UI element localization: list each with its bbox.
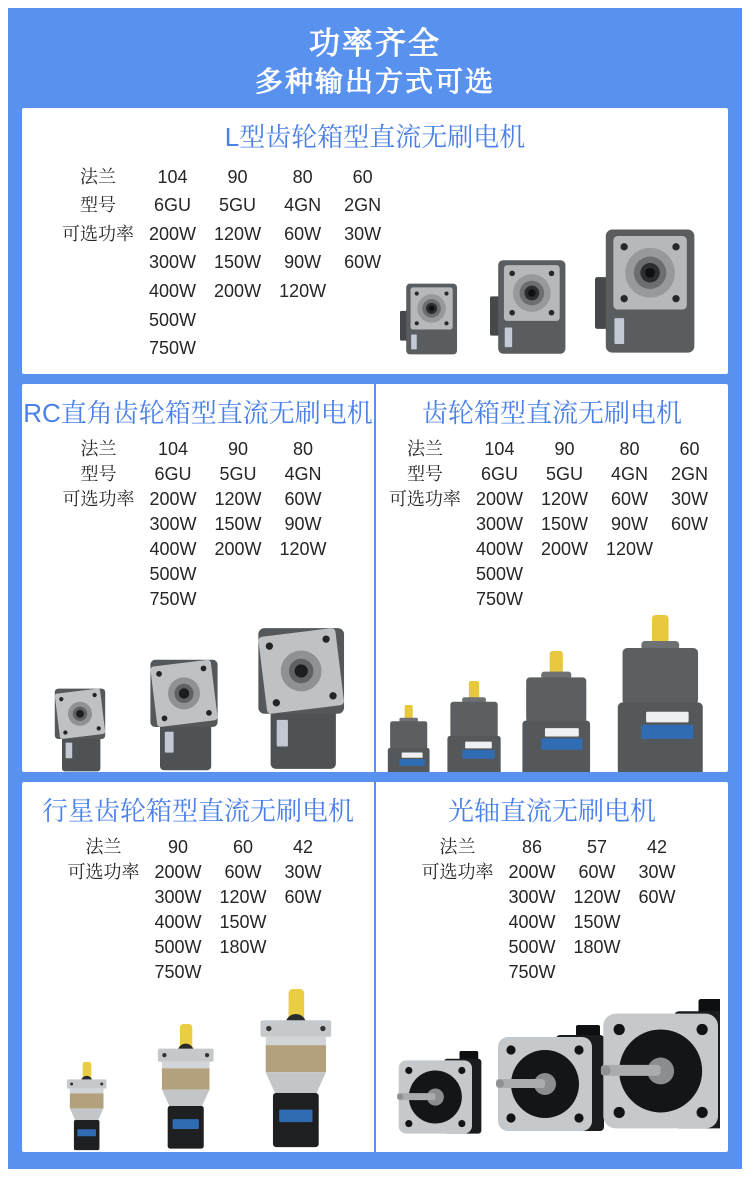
spec-cell: 104	[157, 439, 188, 459]
spec-row	[60, 462, 335, 487]
spec-cell: 120W	[214, 223, 262, 244]
card-title: 光轴直流无刷电机	[447, 796, 656, 826]
spec-cell: 30W	[284, 862, 322, 882]
spec-table	[387, 437, 717, 612]
spec-cell: 90	[227, 439, 249, 459]
spec-cell: 4GN	[284, 464, 322, 484]
spec-row-label	[60, 306, 140, 335]
spec-row	[65, 910, 330, 935]
spec-cell: 80	[619, 439, 640, 459]
spec-cell: 42	[293, 837, 314, 857]
spec-cell: 104	[484, 439, 515, 459]
spec-row	[65, 860, 330, 885]
spec-cell: 300W	[508, 887, 556, 907]
spec-cell: 200W	[149, 223, 197, 244]
spec-row-label: 可选功率	[388, 489, 461, 509]
spec-row-label: 法兰	[80, 166, 116, 187]
spec-cell: 300W	[149, 252, 197, 273]
spec-row-label: 法兰	[439, 837, 476, 857]
spec-cell: 300W	[154, 887, 202, 907]
spec-cell	[205, 587, 270, 612]
header	[8, 8, 742, 108]
spec-cell: 6GU	[480, 464, 518, 484]
spec-cell	[205, 562, 270, 587]
spec-row-label: 可选功率	[62, 489, 135, 509]
spec-row	[419, 960, 684, 985]
spec-cell: 60	[352, 166, 373, 187]
row-2	[22, 384, 728, 772]
spec-cell: 5GU	[219, 464, 257, 484]
spec-cell: 60W	[578, 862, 616, 882]
spec-table	[65, 835, 330, 985]
spec-cell	[630, 960, 685, 985]
spec-cell: 60W	[671, 514, 709, 534]
spec-cell	[630, 910, 685, 935]
spec-cell: 90W	[611, 514, 649, 534]
spec-cell	[276, 935, 331, 960]
spec-cell: 60W	[611, 489, 649, 509]
spec-row	[60, 334, 390, 363]
spec-cell	[532, 587, 597, 612]
spec-cell: 60W	[224, 862, 262, 882]
card-title: 行星齿轮箱型直流无刷电机	[41, 796, 354, 826]
plain-shaft-motors-image	[376, 985, 728, 1152]
spec-cell: 400W	[475, 539, 523, 559]
spec-cell: 200W	[214, 539, 262, 559]
spec-cell	[662, 537, 717, 562]
spec-row	[60, 249, 390, 278]
spec-cell	[205, 334, 270, 363]
spec-cell: 6GU	[154, 195, 192, 216]
spec-cell: 120W	[279, 281, 327, 302]
spec-cell	[270, 334, 335, 363]
spec-cell	[335, 306, 390, 335]
spec-cell: 4GN	[284, 195, 322, 216]
card-rc-right-angle	[22, 384, 374, 772]
spec-cell: 500W	[149, 564, 197, 584]
spec-row	[60, 163, 390, 192]
spec-cell: 180W	[573, 937, 621, 957]
spec-cell	[276, 960, 331, 985]
spec-cell: 750W	[154, 962, 202, 982]
spec-cell: 200W	[154, 862, 202, 882]
spec-cell: 500W	[475, 564, 523, 584]
spec-cell: 4GN	[611, 464, 649, 484]
spec-cell: 200W	[214, 281, 262, 302]
spec-row-label: 法兰	[80, 439, 117, 459]
spec-row	[60, 192, 390, 221]
spec-row-label	[387, 512, 467, 537]
spec-row-label	[419, 960, 499, 985]
spec-cell: 750W	[508, 962, 556, 982]
spec-row-label	[419, 935, 499, 960]
row-3	[22, 782, 728, 1152]
spec-cell	[270, 306, 335, 335]
spec-cell: 500W	[154, 937, 202, 957]
spec-cell: 750W	[149, 589, 197, 609]
card-title: 齿轮箱型直流无刷电机	[421, 398, 682, 428]
spec-row-label	[60, 587, 140, 612]
spec-cell: 400W	[149, 539, 197, 559]
spec-cell: 300W	[149, 514, 197, 534]
spec-cell	[564, 960, 629, 985]
card-planetary-gearbox	[22, 782, 374, 1152]
spec-cell: 400W	[508, 912, 556, 932]
spec-row	[387, 487, 717, 512]
spec-cell	[335, 334, 390, 363]
spec-cell: 500W	[508, 937, 556, 957]
spec-cell: 80	[292, 166, 313, 187]
spec-table	[419, 835, 684, 985]
card-title: L型齿轮箱型直流无刷电机	[224, 122, 526, 152]
spec-row-label	[60, 562, 140, 587]
spec-row-label: 可选功率	[67, 862, 140, 882]
l-type-motors-image	[390, 153, 736, 363]
spec-row	[60, 437, 335, 462]
spec-cell: 57	[586, 837, 608, 857]
spec-cell: 60	[232, 837, 254, 857]
spec-cell: 60W	[638, 887, 676, 907]
spec-row	[60, 306, 390, 335]
rc-motors-image	[22, 612, 374, 772]
spec-row-label	[419, 885, 499, 910]
card-title: RC直角齿轮箱型直流无刷电机	[23, 398, 373, 428]
spec-row-label: 型号	[80, 464, 117, 484]
spec-cell: 200W	[149, 489, 197, 509]
spec-row-label	[65, 960, 145, 985]
spec-cell: 120W	[279, 539, 327, 559]
spec-cell: 90W	[284, 252, 322, 273]
spec-cell	[210, 960, 275, 985]
blue-panel	[8, 8, 742, 1169]
spec-cell: 120W	[606, 539, 654, 559]
spec-row	[65, 885, 330, 910]
spec-cell: 120W	[219, 887, 267, 907]
card-l-type-gearbox	[22, 108, 728, 374]
spec-row	[419, 885, 684, 910]
spec-row	[60, 487, 335, 512]
spec-row-label	[419, 910, 499, 935]
spec-cell: 150W	[573, 912, 621, 932]
spec-row	[65, 835, 330, 860]
gearbox-motors-image	[376, 612, 728, 772]
spec-cell: 60W	[284, 489, 322, 509]
spec-table	[60, 437, 335, 612]
spec-cell: 42	[647, 837, 668, 857]
spec-cell: 60W	[284, 223, 322, 244]
spec-cell: 90	[554, 439, 575, 459]
spec-row-label	[60, 537, 140, 562]
spec-cell: 80	[293, 439, 314, 459]
spec-cell: 200W	[508, 862, 556, 882]
spec-row-label: 型号	[80, 195, 116, 216]
spec-row	[387, 437, 717, 462]
spec-row	[60, 277, 390, 306]
spec-cell	[335, 277, 390, 306]
spec-cell: 120W	[573, 887, 621, 907]
spec-row-label: 可选功率	[62, 223, 134, 244]
spec-row-label: 可选功率	[421, 862, 494, 882]
spec-row	[419, 835, 684, 860]
spec-cell: 500W	[149, 309, 197, 330]
spec-cell: 400W	[149, 281, 197, 302]
spec-row-label	[65, 885, 145, 910]
spec-cell: 120W	[540, 489, 588, 509]
spec-row	[387, 462, 717, 487]
spec-cell	[630, 935, 685, 960]
spec-cell: 200W	[540, 539, 588, 559]
spec-row-label: 法兰	[85, 837, 122, 857]
spec-cell: 180W	[219, 937, 267, 957]
spec-row	[60, 562, 335, 587]
spec-cell: 86	[521, 837, 542, 857]
spec-cell: 150W	[214, 514, 262, 534]
spec-cell: 750W	[475, 589, 523, 609]
spec-row	[419, 935, 684, 960]
spec-row	[387, 537, 717, 562]
spec-row-label: 法兰	[406, 439, 443, 459]
planetary-motors-image	[22, 985, 374, 1152]
spec-cell: 60W	[344, 252, 382, 273]
spec-row-label	[65, 935, 145, 960]
spec-cell	[271, 562, 336, 587]
spec-cell: 60	[679, 439, 700, 459]
card-plain-shaft	[376, 782, 728, 1152]
spec-cell: 5GU	[219, 195, 257, 216]
header-subtitle: 多种输出方式可选	[254, 66, 495, 97]
spec-cell: 90W	[284, 514, 322, 534]
spec-cell: 400W	[154, 912, 202, 932]
spec-row	[60, 512, 335, 537]
spec-row	[387, 587, 717, 612]
spec-cell: 90	[167, 837, 188, 857]
spec-cell: 150W	[540, 514, 588, 534]
spec-cell: 2GN	[671, 464, 709, 484]
header-title: 功率齐全	[309, 26, 441, 61]
spec-row-label	[60, 249, 140, 278]
spec-row	[65, 935, 330, 960]
spec-cell	[597, 587, 662, 612]
spec-cell: 30W	[671, 489, 709, 509]
spec-cell	[662, 587, 717, 612]
card-gearbox	[376, 384, 728, 772]
spec-row	[419, 910, 684, 935]
spec-cell	[532, 562, 597, 587]
spec-row	[60, 537, 335, 562]
spec-cell: 30W	[638, 862, 676, 882]
spec-cell	[276, 910, 331, 935]
spec-row	[387, 512, 717, 537]
spec-cell: 200W	[475, 489, 523, 509]
spec-cell: 120W	[214, 489, 262, 509]
spec-table	[60, 163, 390, 363]
spec-cell	[271, 587, 336, 612]
spec-cell: 150W	[214, 252, 262, 273]
spec-row-label	[387, 537, 467, 562]
spec-cell: 60W	[284, 887, 322, 907]
spec-row-label	[60, 277, 140, 306]
spec-cell	[597, 562, 662, 587]
spec-row	[387, 562, 717, 587]
spec-row-label: 型号	[406, 464, 443, 484]
spec-cell: 300W	[475, 514, 523, 534]
spec-row-label	[387, 587, 467, 612]
spec-row	[60, 587, 335, 612]
spec-cell: 90	[227, 166, 248, 187]
spec-row	[60, 220, 390, 249]
spec-row-label	[387, 562, 467, 587]
spec-row-label	[60, 512, 140, 537]
spec-cell	[205, 306, 270, 335]
spec-row-label	[60, 334, 140, 363]
spec-cell: 6GU	[154, 464, 192, 484]
spec-cell: 750W	[149, 338, 197, 359]
spec-cell: 150W	[219, 912, 267, 932]
spec-cell: 30W	[344, 223, 382, 244]
spec-row-label	[65, 910, 145, 935]
spec-row	[65, 960, 330, 985]
spec-cell: 104	[157, 166, 188, 187]
spec-cell	[662, 562, 717, 587]
spec-cell: 5GU	[545, 464, 583, 484]
spec-cell: 2GN	[344, 195, 382, 216]
spec-row	[419, 860, 684, 885]
